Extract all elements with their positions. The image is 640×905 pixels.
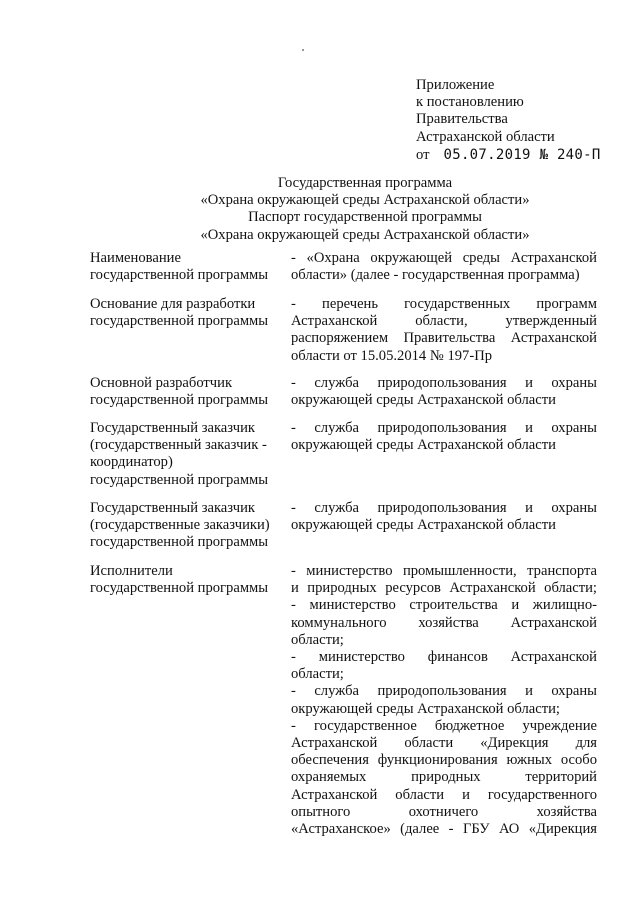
value-line: - перечень государственных программ	[291, 296, 597, 312]
value-line: - служба природопользования и охраны	[291, 500, 597, 516]
passport-label	[90, 420, 285, 489]
resolution-date-number: 05.07.2019 № 240-П	[443, 146, 601, 163]
label-line: (государственный заказчик -	[90, 437, 267, 454]
value-line: - министерство строительства и жилищно-	[291, 597, 597, 614]
value-line: окружающей среды Астраханской области	[291, 517, 556, 534]
value-line: окружающей среды Астраханской области	[291, 392, 556, 409]
appendix-ot: от	[416, 146, 430, 163]
heading-line: Паспорт государственной программы	[248, 209, 482, 226]
label-line: (государственные заказчики)	[90, 517, 270, 534]
label-line: государственной программы	[90, 267, 269, 284]
value-line: - министерство промышленности, транспорта	[291, 563, 597, 579]
value-line: охраняемых природных территорий	[291, 769, 597, 786]
label-line: государственной программы	[90, 313, 269, 330]
passport-label	[90, 500, 285, 552]
heading-line: «Охрана окружающей среды Астраханской области»	[200, 226, 530, 243]
value-line: окружающей среды Астраханской области;	[291, 700, 560, 717]
passport-value	[291, 296, 597, 365]
appendix-date-line	[416, 147, 621, 164]
value-line: - «Охрана окружающей среды Астраханской	[291, 250, 597, 266]
heading-line: Государственная программа	[277, 175, 453, 191]
value-line: области;	[291, 666, 344, 683]
value-line: «Астраханское» (далее - ГБУ АО «Дирекция	[291, 821, 597, 838]
appendix-line: Астраханской области	[416, 128, 555, 145]
label-line: Государственный заказчик	[90, 500, 255, 516]
value-line: - служба природопользования и охраны	[291, 375, 597, 391]
scan-speck	[302, 49, 304, 51]
value-line: коммунального хозяйства Астраханской	[291, 614, 597, 631]
passport-value	[291, 375, 597, 409]
value-line: опытного охотничего хозяйства	[291, 803, 597, 820]
value-line: - служба природопользования и охраны	[291, 420, 597, 436]
passport-label	[90, 563, 285, 597]
value-line: области» (далее - государственная программа)	[291, 267, 580, 284]
value-line: - служба природопользования и охраны	[291, 683, 597, 700]
passport-label	[90, 250, 285, 284]
label-line: Основание для разработки	[90, 296, 256, 312]
value-line: распоряжением Правительства Астраханской	[291, 330, 597, 347]
passport-value	[291, 563, 597, 838]
heading-line: «Охрана окружающей среды Астраханской области»	[200, 192, 530, 209]
label-line: государственной программы	[90, 580, 269, 597]
value-line: - государственное бюджетное учреждение	[291, 717, 597, 734]
appendix-line: к постановлению	[416, 94, 524, 111]
appendix-line: Правительства	[416, 111, 508, 128]
label-line: государственной программы	[90, 534, 269, 551]
value-line: Астраханской области, утвержденный	[291, 313, 597, 330]
appendix-block	[416, 77, 621, 164]
label-line: государственной программы	[90, 471, 269, 488]
value-line: Астраханской области и государственного	[291, 786, 597, 803]
program-heading	[95, 175, 635, 244]
label-line: Государственный заказчик	[90, 420, 255, 436]
value-line: окружающей среды Астраханской области	[291, 437, 556, 454]
appendix-line: Приложение	[416, 77, 495, 93]
label-line: Наименование	[90, 250, 181, 266]
value-line: области от 15.05.2014 № 197-Пр	[291, 347, 493, 364]
passport-value	[291, 420, 597, 454]
value-line: - министерство финансов Астраханской	[291, 649, 597, 666]
passport-label	[90, 375, 285, 409]
value-line: области;	[291, 631, 344, 648]
label-line: Исполнители	[90, 563, 173, 579]
value-line: Астраханской области «Дирекция для	[291, 735, 597, 752]
label-line: государственной программы	[90, 392, 269, 409]
passport-label	[90, 296, 285, 330]
passport-value	[291, 250, 597, 284]
passport-value	[291, 500, 597, 534]
label-line: Основной разработчик	[90, 375, 233, 391]
value-line: обеспечения функционирования южных особо	[291, 752, 597, 769]
value-line: и природных ресурсов Астраханской области;	[291, 580, 597, 597]
label-line: координатор)	[90, 454, 173, 471]
